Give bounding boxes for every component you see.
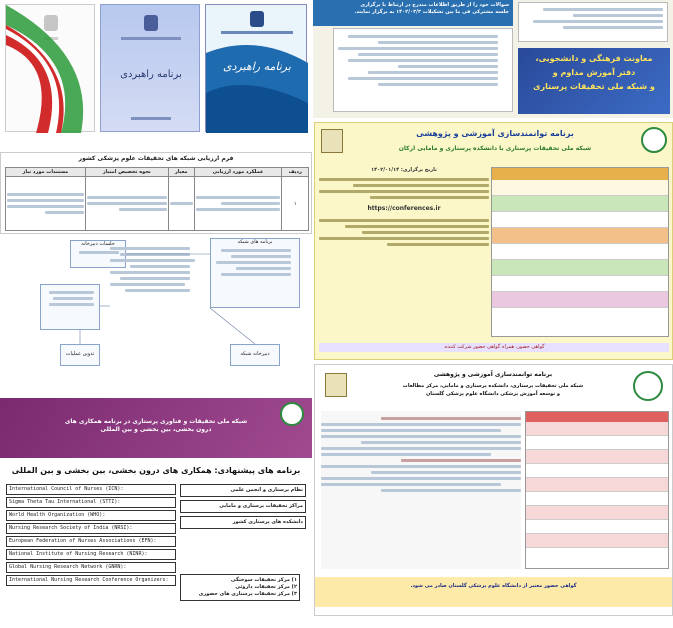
table-cell [194,177,282,231]
book-cover-3 [205,4,307,132]
table-cell [168,177,194,231]
workshop-poster-2 [314,364,673,616]
col-header: معیار [168,168,194,177]
poster-1-date: تاریخ برگزاری: ۱۴۰۲/۰۱/۱۴ [371,167,437,173]
bottom-item: ۳) مرکز تحقیقات پرستاری های حضوری [198,591,297,597]
org-item: Global Nursing Research Network (GNRN): [6,562,176,573]
book-cover-2 [100,4,200,132]
col-header: ردیف [282,168,309,177]
banner-line-1: معاونت فرهنگی و دانشجویی، [535,54,653,63]
org-item: World Health Organization (WHO): [6,510,176,521]
header-line-2: جلسه مشترکی فی ما بین تشکیلات ۱۴۰۲/۰۳/۳ به برگزار نمایند. [354,9,509,15]
bottom-items [180,574,300,601]
book-cover-1 [5,4,95,132]
university-emblem-icon [325,373,347,397]
poster-2-info [321,411,521,569]
proposal-doc-tile [0,398,312,628]
proposal-banner [0,398,312,458]
poster-2-subtitle-2: و توسعه آموزش پزشکی دانشگاه علوم پزشکی گلستان [425,391,560,397]
diagram-center-list [110,244,200,364]
schedule-banner-tile [313,0,673,118]
org-item: European Federation of Nurses Associations (EFN): [6,536,176,547]
diagram-box-top: جلسات دبیرخانه [70,240,126,268]
org-item: International Council of Nurses (ICN): [6,484,176,495]
col-header: نحوه تخصیص امتیاز [85,168,168,177]
org-item: Nursing Research Society of India (NRSI): [6,523,176,534]
program-banner [518,48,670,114]
flag-stripes-icon [6,5,96,133]
proposal-heading: برنامه های پیشنهادی: همکاری های درون بخشی، بین بخشی و بین المللی [11,466,301,475]
diagram-box-right: برنامه های شبکه [210,238,300,308]
poster-2-footer: گواهی حضور معتبر از دانشگاه علوم پزشکی گلستان صادر می شود. [315,577,672,607]
evaluation-form-tile [0,152,312,234]
wave-icon [206,33,308,133]
book-covers-tile [0,0,312,142]
right-item: نظام پرستاری و انجمن علمی [180,484,306,497]
banner-line-2: دفتر آموزش مداوم و [552,68,636,77]
poster-2-title: برنامه توانمندسازی آموزشی و پژوهشی [433,371,553,378]
nursing-network-logo-icon [633,371,663,401]
header-strip [313,0,513,26]
poster-1-title: برنامه توانمندسازی آموزشی و پژوهشی [416,129,574,138]
nursing-network-logo-icon [641,127,667,153]
header-line-1: سوالات خود را از طریق اطلاعات مندرج در ارتباط با برگزاری [360,2,509,8]
diagram-box-bottom-left: تدوین عملیات [60,344,100,366]
evaluation-table [5,167,309,231]
poster-2-subtitle-1: شبکه ملی تحقیقات پرستاری، دانشکده پرستاری و مامایی، مرکز مطالعات [402,383,584,389]
poster-1-subtitle: شبکه ملی تحقیقات پرستاری با دانشکده پرستاری و مامایی ارکان [398,145,592,152]
right-item: مراکز تحقیقات پرستاری و مامایی [180,500,306,513]
diagram-box-bottom: دبیرخانه شبکه [230,344,280,366]
nursing-network-logo-icon [280,402,304,426]
table-cell: ۱ [282,177,309,231]
form-title: فرم ارزیابی شبکه های تحقیقات علوم پزشکی کشور [78,155,234,162]
workshop-poster-1 [314,122,673,360]
right-items [180,484,306,532]
proposal-banner-line-2: درون بخشی، بین بخشی و بین المللی [100,426,212,433]
poster-1-info [319,167,489,337]
poster-1-footer: گواهی حضور، همراه گواهی حضور شرکت کننده. [319,343,669,352]
banner-line-3: و شبکه ملی تحقیقات پرستاری [533,82,655,91]
org-item: National Institute of Nursing Research (NINR): [6,549,176,560]
diagram-box-left [40,284,100,330]
org-item: International Nursing Research Conference Organizers: [6,575,176,586]
poster-1-website[interactable]: https://conferences.ir [367,205,441,212]
col-header: عملکرد مورد ارزیابی [194,168,282,177]
bottom-item: ۱) مرکز تحقیقات سوختگی [230,577,297,583]
university-emblem-icon [321,129,343,153]
proposal-banner-line-1: شبکه ملی تحقیقات و فناوری پرستاری در برنامه همکاری های [64,418,248,425]
schedule-table-left [333,28,513,112]
book-2-title: برنامه راهبردی [120,69,182,80]
org-item: Sigma Theta Tau International (STTI): [6,497,176,508]
poster-1-schedule-table [491,167,669,337]
org-list [6,484,176,588]
right-item: دانشکده های پرستاری کشور [180,516,306,529]
table-cell [6,177,86,231]
iran-emblem-icon [144,15,158,31]
table-cell [85,177,168,231]
book-3-title: برنامه راهبردی [223,60,291,73]
schedule-table-right [518,2,668,42]
iran-emblem-icon [250,11,264,27]
poster-2-schedule-table [525,411,669,569]
col-header: مستندات مورد نیاز [6,168,86,177]
bottom-item: ۲) مرکز تحقیقات داروئی [235,584,297,590]
diagram-tile [30,236,312,378]
